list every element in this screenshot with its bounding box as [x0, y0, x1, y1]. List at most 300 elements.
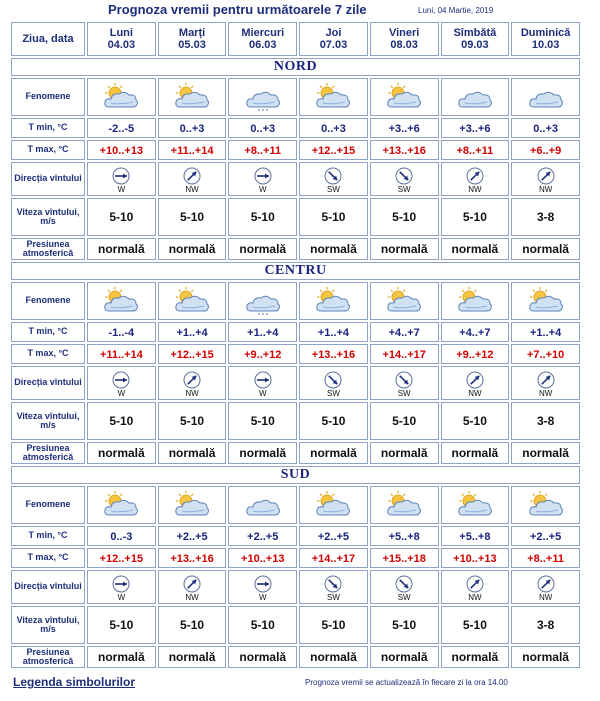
pressure-value: normală: [98, 446, 145, 460]
forecast-cell: [441, 162, 510, 196]
day-date-header: Ziua, data: [11, 22, 85, 56]
forecast-cell: [87, 344, 156, 364]
phenomena-row: [11, 282, 580, 320]
tmin-value: +2..+5: [176, 531, 208, 543]
tmax-value: +6..+9: [530, 145, 562, 157]
wind-direction-icon: [254, 575, 272, 593]
wind-speed-value: 5-10: [180, 210, 205, 224]
wind-direction-label: NW: [538, 592, 553, 602]
wind-direction-icon: [112, 575, 130, 593]
tmax-value: +10..+13: [99, 145, 144, 157]
day-header-cell: [87, 22, 156, 56]
forecast-cell: [299, 322, 368, 342]
forecast-cell: [158, 646, 227, 668]
forecast-cell: [228, 162, 297, 196]
tmin-value: +5..+8: [459, 531, 491, 543]
pressure-value: normală: [451, 242, 499, 256]
tmin-value: 0..+3: [250, 123, 276, 135]
tmin-value: 0..+3: [321, 123, 346, 135]
forecast-cell: [441, 646, 510, 668]
wind-direction-label: NW: [538, 184, 553, 194]
forecast-cell: [511, 282, 580, 320]
day-date: 09.03: [461, 39, 489, 51]
wind-direction-icon: [537, 167, 555, 185]
pressure-value: normală: [451, 446, 499, 460]
forecast-cell: [228, 570, 297, 604]
forecast-cell: [370, 344, 439, 364]
forecast-cell: [441, 526, 510, 546]
forecast-cell: [441, 78, 510, 116]
pressure-value: normală: [310, 446, 357, 460]
sun-cloud-icon: [172, 82, 212, 112]
forecast-cell: [158, 606, 227, 644]
tmin-value: +4..+7: [459, 327, 491, 339]
day-header-row: [11, 22, 580, 56]
wind-direction-label: W: [258, 184, 267, 194]
forecast-cell: [370, 322, 439, 342]
pressure-value: normală: [239, 242, 287, 256]
pressure-value: normală: [239, 446, 287, 460]
tmin-value: +2..+5: [317, 531, 350, 543]
forecast-cell: [87, 486, 156, 524]
wind-direction-icon: [395, 167, 413, 185]
wind-direction-label: W: [258, 592, 267, 602]
tmax-value: +13..+16: [311, 349, 356, 361]
wind-direction-icon: [324, 167, 342, 185]
day-date: 07.03: [319, 39, 348, 51]
day-name: Marți: [178, 26, 206, 39]
tmax-value: +12..+15: [311, 145, 356, 157]
sun-cloud-icon: [101, 82, 141, 112]
wind-direction-row: [11, 366, 580, 400]
wind-speed-value: 3-8: [536, 618, 555, 632]
forecast-cell: [511, 366, 580, 400]
pressure-value: normală: [310, 242, 357, 256]
tmin-value: 0..+3: [533, 123, 558, 135]
wind-direction-icon: [183, 167, 201, 185]
forecast-cell: [299, 198, 368, 236]
row-label: Presiunea atmosferică: [11, 238, 85, 260]
pressure-value: normală: [168, 446, 216, 460]
forecast-cell: [228, 140, 297, 160]
wind-direction-icon: [183, 371, 201, 389]
forecast-cell: [299, 282, 368, 320]
day-date: 10.03: [531, 39, 560, 51]
row-label: T min, °C: [11, 322, 85, 342]
wind-direction-label: W: [258, 388, 267, 398]
row-label: T max, °C: [11, 548, 85, 568]
tmax-row: [11, 344, 580, 364]
row-label: Viteza vîntului, m/s: [11, 198, 85, 236]
forecast-table: [9, 20, 582, 670]
forecast-cell: [158, 486, 227, 524]
tmax-value: +13..+16: [170, 553, 214, 565]
row-label: T max, °C: [11, 344, 85, 364]
row-label: Fenomene: [11, 282, 85, 320]
tmin-value: +1..+4: [247, 327, 279, 339]
wind-direction-row: [11, 162, 580, 196]
forecast-date: Luni, 04 Martie, 2019: [418, 6, 494, 15]
row-label: T min, °C: [11, 118, 85, 138]
forecast-cell: [441, 282, 510, 320]
wind-direction-label: W: [117, 592, 126, 602]
wind-direction-icon: [112, 167, 130, 185]
day-name: Duminică: [520, 26, 571, 39]
cloud-icon: [455, 82, 495, 112]
forecast-cell: [370, 646, 439, 668]
tmax-value: +11..+14: [170, 145, 214, 157]
wind-speed-value: 5-10: [250, 210, 275, 224]
wind-direction-icon: [112, 371, 130, 389]
wind-speed-value: 5-10: [109, 618, 134, 632]
forecast-cell: [87, 282, 156, 320]
forecast-cell: [511, 486, 580, 524]
wind-direction-label: NW: [185, 388, 199, 398]
forecast-cell: [158, 442, 227, 464]
wind-speed-value: 5-10: [180, 414, 205, 428]
snow-cloud-icon: [243, 82, 283, 112]
row-label: Viteza vîntului, m/s: [11, 606, 85, 644]
forecast-cell: [511, 162, 580, 196]
wind-direction-label: SW: [397, 388, 411, 398]
day-date: 08.03: [390, 39, 418, 51]
forecast-cell: [87, 570, 156, 604]
wind-direction-label: W: [117, 184, 126, 194]
wind-speed-value: 5-10: [462, 414, 487, 428]
forecast-cell: [158, 78, 227, 116]
forecast-cell: [228, 344, 297, 364]
forecast-cell: [228, 238, 297, 260]
cloud-icon: [243, 490, 283, 520]
region-header-row: [11, 58, 580, 76]
pressure-value: normală: [168, 242, 216, 256]
pressure-value: normală: [98, 650, 145, 664]
forecast-cell: [441, 606, 510, 644]
forecast-cell: [228, 606, 297, 644]
sun-cloud-icon: [384, 286, 424, 316]
tmax-value: +9..+12: [456, 349, 494, 361]
forecast-cell: [370, 282, 439, 320]
snow-cloud-icon: [243, 286, 283, 316]
day-name: Joi: [325, 26, 342, 39]
wind-direction-label: SW: [327, 184, 340, 194]
forecast-cell: [228, 548, 297, 568]
forecast-cell: [87, 606, 156, 644]
tmax-row: [11, 140, 580, 160]
forecast-cell: [87, 322, 156, 342]
forecast-cell: [299, 606, 368, 644]
wind-speed-value: 5-10: [392, 618, 417, 632]
forecast-cell: [299, 366, 368, 400]
forecast-cell: [299, 646, 368, 668]
tmin-value: +4..+7: [388, 327, 420, 339]
forecast-cell: [441, 366, 510, 400]
row-label: Fenomene: [11, 486, 85, 524]
pressure-value: normală: [168, 650, 216, 664]
forecast-cell: [299, 344, 368, 364]
forecast-cell: [370, 198, 439, 236]
forecast-cell: [370, 238, 439, 260]
sun-cloud-icon: [101, 490, 141, 520]
day-header-cell: [299, 22, 368, 56]
forecast-cell: [441, 140, 510, 160]
sun-cloud-icon: [455, 286, 495, 316]
wind-speed-value: 3-8: [536, 414, 555, 428]
row-label: Direcția vîntului: [11, 366, 85, 400]
forecast-cell: [158, 282, 227, 320]
forecast-cell: [228, 322, 297, 342]
tmax-value: +14..+17: [311, 553, 356, 565]
forecast-cell: [299, 140, 368, 160]
forecast-cell: [511, 198, 580, 236]
forecast-cell: [370, 526, 439, 546]
wind-direction-icon: [254, 167, 272, 185]
wind-direction-label: SW: [327, 592, 340, 602]
tmax-value: +7..+10: [526, 349, 565, 361]
forecast-cell: [441, 322, 510, 342]
forecast-cell: [511, 140, 580, 160]
forecast-cell: [87, 366, 156, 400]
tmax-value: +10..+13: [453, 553, 497, 565]
wind-direction-label: SW: [397, 592, 411, 602]
wind-speed-value: 5-10: [180, 618, 205, 632]
wind-speed-row: [11, 606, 580, 644]
forecast-cell: [158, 198, 227, 236]
wind-direction-icon: [537, 575, 555, 593]
forecast-cell: [511, 344, 580, 364]
forecast-cell: [228, 118, 297, 138]
day-name: Luni: [109, 26, 133, 39]
sun-cloud-icon: [384, 490, 424, 520]
forecast-cell: [87, 118, 156, 138]
wind-direction-label: NW: [468, 184, 482, 194]
day-header-cell: [228, 22, 297, 56]
row-label: T min, °C: [11, 526, 85, 546]
forecast-cell: [299, 526, 368, 546]
tmax-value: +12..+15: [170, 349, 214, 361]
row-label: Direcția vîntului: [11, 570, 85, 604]
forecast-cell: [441, 344, 510, 364]
sun-cloud-icon: [455, 490, 495, 520]
cloud-icon: [526, 82, 566, 112]
update-note: Prognoza vremii se actualizează în fiecare zi la ora 14.00: [305, 678, 508, 687]
forecast-cell: [228, 526, 297, 546]
wind-direction-row: [11, 570, 580, 604]
tmin-row: [11, 118, 580, 138]
tmax-row: [11, 548, 580, 568]
forecast-cell: [299, 162, 368, 196]
forecast-cell: [158, 162, 227, 196]
forecast-cell: [370, 118, 439, 138]
forecast-cell: [511, 322, 580, 342]
wind-speed-value: 5-10: [109, 414, 134, 428]
forecast-cell: [158, 322, 227, 342]
pressure-row: [11, 646, 580, 668]
region-title: NORD: [11, 58, 580, 76]
forecast-cell: [511, 548, 580, 568]
forecast-cell: [299, 402, 368, 440]
forecast-cell: [441, 118, 510, 138]
forecast-cell: [228, 198, 297, 236]
tmax-value: +12..+15: [99, 553, 144, 565]
forecast-cell: [158, 140, 227, 160]
forecast-cell: [87, 402, 156, 440]
sun-cloud-icon: [526, 286, 566, 316]
wind-direction-icon: [466, 167, 484, 185]
region-title: CENTRU: [11, 262, 580, 280]
pressure-value: normală: [98, 242, 145, 256]
day-header-cell: [370, 22, 439, 56]
tmax-value: +13..+16: [382, 145, 426, 157]
forecast-cell: [441, 570, 510, 604]
tmax-value: +11..+14: [99, 349, 143, 361]
forecast-cell: [158, 402, 227, 440]
wind-direction-label: NW: [185, 184, 199, 194]
day-header-cell: [158, 22, 227, 56]
forecast-cell: [370, 162, 439, 196]
pressure-value: normală: [451, 650, 499, 664]
forecast-cell: [228, 78, 297, 116]
wind-speed-row: [11, 402, 580, 440]
forecast-cell: [228, 402, 297, 440]
forecast-cell: [511, 442, 580, 464]
forecast-cell: [158, 570, 227, 604]
forecast-cell: [87, 646, 156, 668]
wind-direction-icon: [324, 371, 342, 389]
forecast-cell: [441, 548, 510, 568]
legend-link[interactable]: Legenda simbolurilor: [13, 675, 136, 689]
forecast-cell: [511, 606, 580, 644]
tmin-value: +3..+6: [388, 123, 420, 135]
wind-speed-row: [11, 198, 580, 236]
tmin-value: +1..+4: [176, 327, 208, 339]
forecast-cell: [228, 646, 297, 668]
wind-direction-icon: [324, 575, 342, 593]
forecast-cell: [511, 238, 580, 260]
tmin-value: +2..+5: [530, 531, 562, 543]
forecast-cell: [511, 646, 580, 668]
tmin-value: +2..+5: [247, 531, 279, 543]
sun-cloud-icon: [101, 286, 141, 316]
forecast-cell: [370, 570, 439, 604]
wind-speed-value: 5-10: [109, 210, 134, 224]
forecast-cell: [228, 366, 297, 400]
tmax-value: +10..+13: [241, 553, 285, 565]
sun-cloud-icon: [313, 82, 353, 112]
wind-direction-label: W: [117, 388, 126, 398]
forecast-cell: [370, 548, 439, 568]
forecast-cell: [370, 486, 439, 524]
tmin-value: -1..-4: [108, 327, 135, 339]
forecast-cell: [441, 442, 510, 464]
wind-direction-icon: [466, 371, 484, 389]
sun-cloud-icon: [172, 490, 212, 520]
forecast-cell: [441, 486, 510, 524]
forecast-cell: [228, 442, 297, 464]
tmin-row: [11, 526, 580, 546]
wind-speed-value: 5-10: [250, 414, 275, 428]
forecast-cell: [87, 238, 156, 260]
wind-speed-value: 5-10: [321, 618, 346, 632]
forecast-cell: [158, 548, 227, 568]
region-title: SUD: [11, 466, 580, 484]
forecast-cell: [441, 238, 510, 260]
forecast-cell: [370, 442, 439, 464]
row-label: Fenomene: [11, 78, 85, 116]
tmin-value: +1..+4: [530, 327, 562, 339]
wind-direction-icon: [466, 575, 484, 593]
tmin-value: +5..+8: [388, 531, 420, 543]
forecast-cell: [370, 140, 439, 160]
forecast-cell: [511, 570, 580, 604]
sun-cloud-icon: [526, 490, 566, 520]
forecast-cell: [158, 366, 227, 400]
forecast-cell: [158, 526, 227, 546]
wind-direction-label: SW: [327, 388, 340, 398]
forecast-table-container: [9, 20, 582, 670]
forecast-cell: [87, 78, 156, 116]
pressure-row: [11, 442, 580, 464]
pressure-value: normală: [380, 446, 428, 460]
row-label: Direcția vîntului: [11, 162, 85, 196]
forecast-cell: [299, 570, 368, 604]
day-header-cell: [511, 22, 580, 56]
tmax-value: +8..+11: [456, 145, 494, 157]
forecast-cell: [87, 162, 156, 196]
wind-speed-value: 5-10: [321, 210, 346, 224]
wind-direction-label: NW: [185, 592, 199, 602]
forecast-cell: [87, 140, 156, 160]
row-label: Presiunea atmosferică: [11, 442, 85, 464]
forecast-cell: [158, 238, 227, 260]
tmax-value: +8..+11: [527, 553, 564, 565]
forecast-cell: [370, 366, 439, 400]
wind-speed-value: 5-10: [321, 414, 346, 428]
day-name: Vineri: [388, 26, 420, 39]
region-header-row: [11, 466, 580, 484]
forecast-cell: [370, 402, 439, 440]
pressure-value: normală: [239, 650, 287, 664]
tmin-value: +3..+6: [459, 123, 491, 135]
pressure-value: normală: [522, 650, 569, 664]
forecast-cell: [158, 344, 227, 364]
wind-direction-label: SW: [397, 184, 411, 194]
forecast-cell: [511, 526, 580, 546]
tmin-value: -2..-5: [108, 123, 135, 135]
row-label: T max, °C: [11, 140, 85, 160]
forecast-cell: [441, 402, 510, 440]
forecast-cell: [228, 282, 297, 320]
forecast-cell: [87, 198, 156, 236]
forecast-cell: [87, 526, 156, 546]
day-name: Miercuri: [241, 26, 285, 39]
forecast-cell: [158, 118, 227, 138]
forecast-cell: [441, 198, 510, 236]
tmin-value: 0..-3: [110, 531, 133, 543]
forecast-cell: [511, 118, 580, 138]
pressure-value: normală: [522, 242, 569, 256]
tmax-value: +9..+12: [244, 349, 282, 361]
forecast-cell: [228, 486, 297, 524]
pressure-value: normală: [522, 446, 569, 460]
wind-direction-icon: [395, 575, 413, 593]
tmin-row: [11, 322, 580, 342]
pressure-value: normală: [310, 650, 357, 664]
wind-direction-label: NW: [468, 388, 482, 398]
row-label: Viteza vîntului, m/s: [11, 402, 85, 440]
forecast-cell: [370, 78, 439, 116]
day-date: 05.03: [178, 39, 206, 51]
